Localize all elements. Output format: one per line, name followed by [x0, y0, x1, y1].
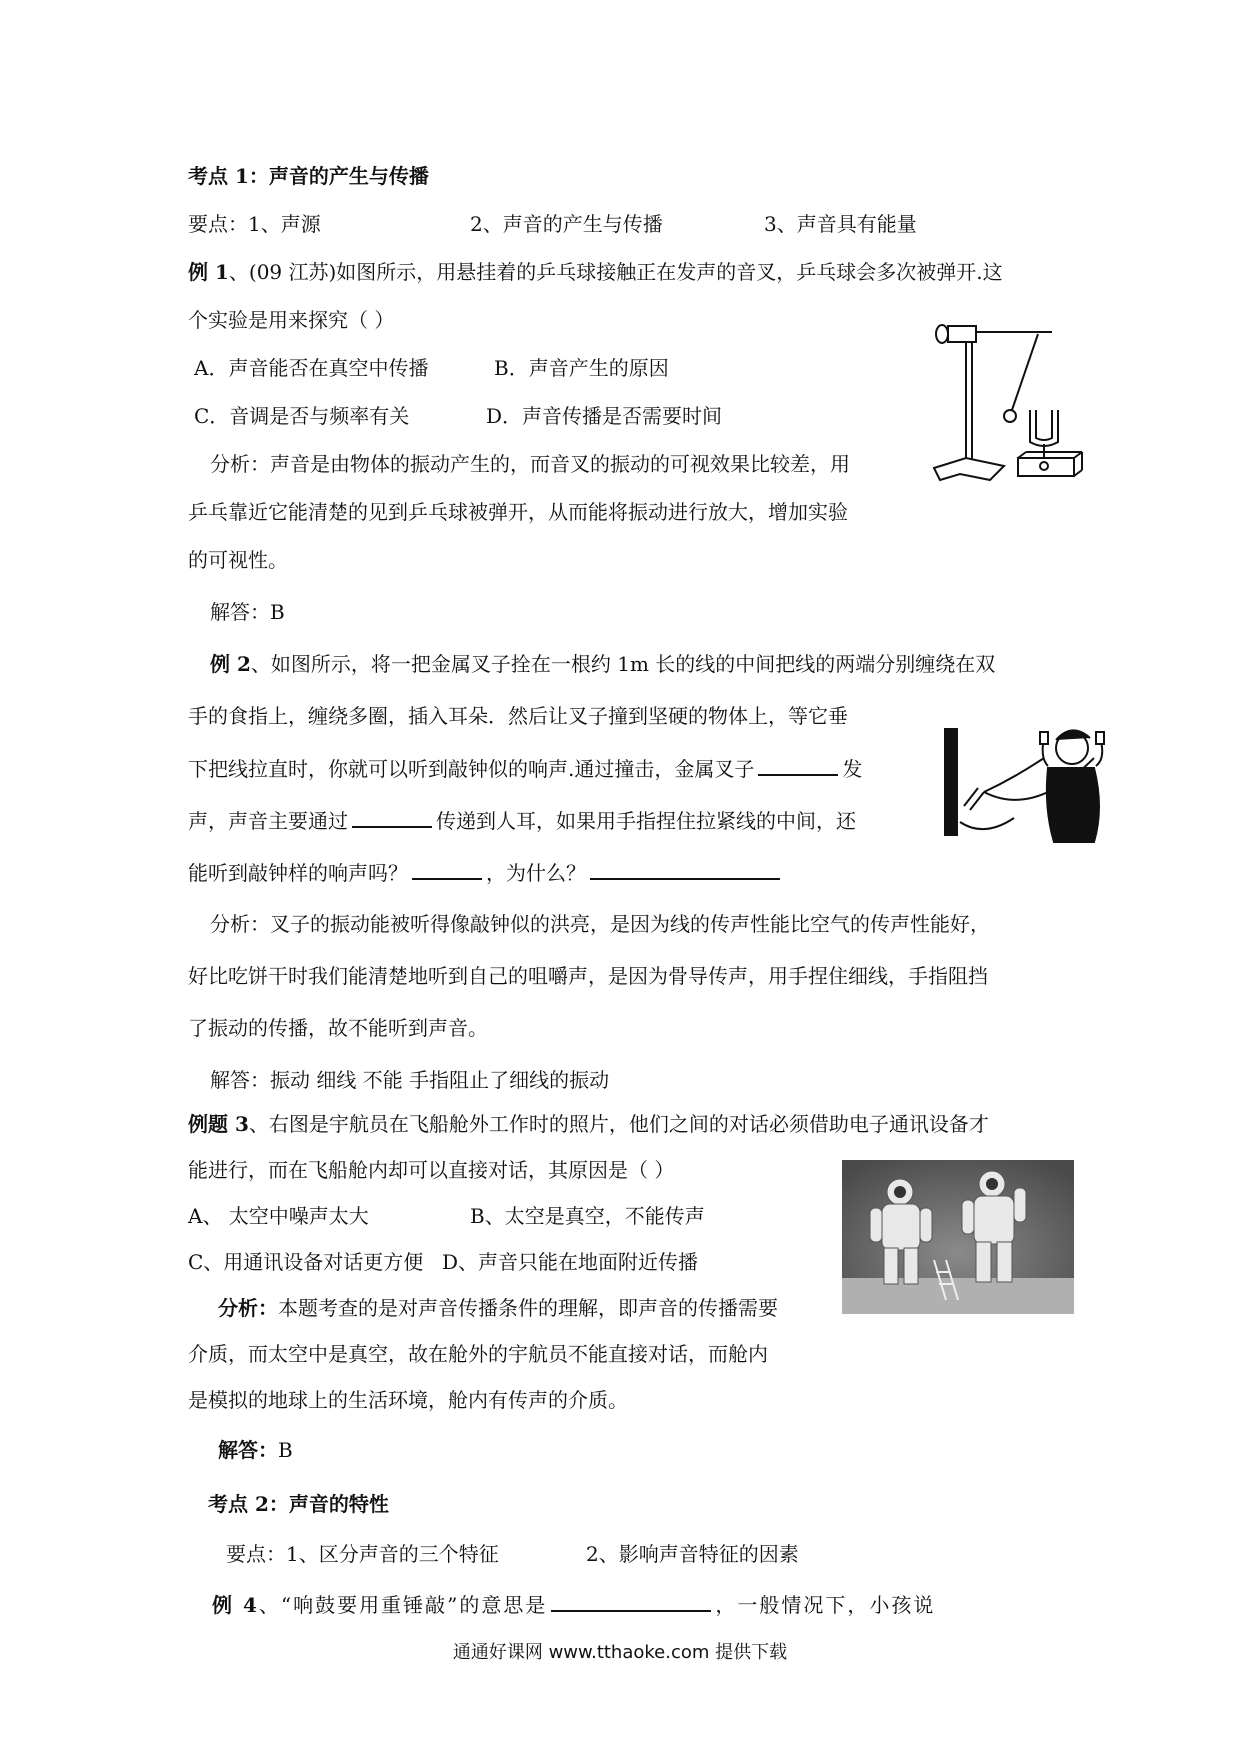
ex4-text-1a: 、“响鼓要用重锤敲”的意思是 — [258, 1593, 548, 1617]
topic2-point-2: 2、影响声音特征的因素 — [586, 1542, 799, 1566]
ex2-line3 — [188, 754, 862, 783]
ex1-line2: 个实验是用来探究（ ） — [188, 308, 395, 332]
topic2-title: 考点 2：声音的特性 — [208, 1492, 389, 1516]
tuning-fork-figure — [930, 318, 1110, 488]
ex4-line1 — [212, 1590, 935, 1619]
topic1-point-3: 3、声音具有能量 — [764, 212, 917, 236]
topic2-point-1: 要点：1、区分声音的三个特征 — [226, 1542, 499, 1566]
topic1-point-1: 要点：1、声源 — [188, 212, 321, 236]
ex3-answer-value: B — [278, 1438, 293, 1462]
ex3-analysis-1 — [218, 1294, 778, 1322]
ex2-answer: 解答：振动 细线 不能 手指阻止了细线的振动 — [210, 1068, 610, 1092]
ex3-option-a: A、 太空中噪声太大 — [188, 1204, 369, 1228]
ex1-analysis-2: 乒乓靠近它能清楚的见到乒乓球被弹开，从而能将振动进行放大，增加实验 — [188, 500, 848, 524]
astronauts-photo — [842, 1160, 1074, 1314]
ex3-text-1: 、右图是宇航员在飞船舱外工作时的照片，他们之间的对话必须借助电子通讯设备才 — [248, 1112, 989, 1136]
ex3-answer — [218, 1436, 293, 1464]
ex3-option-c: C、用通讯设备对话更方便 — [188, 1250, 424, 1274]
ex2-blank-1[interactable] — [758, 754, 838, 776]
ex3-option-b: B、太空是真空，不能传声 — [470, 1204, 705, 1228]
ex3-answer-label: 解答： — [218, 1438, 278, 1462]
ex1-answer: 解答：B — [210, 600, 285, 624]
ex3-line2: 能进行，而在飞船舱内却可以直接对话，其原因是（ ） — [188, 1158, 675, 1182]
fork-string-figure — [944, 718, 1144, 844]
ex1-option-b: B．声音产生的原因 — [494, 356, 669, 380]
ex4-text-1b: ，一般情况下，小孩说 — [715, 1593, 936, 1617]
ex2-analysis-2: 好比吃饼干时我们能清楚地听到自己的咀嚼声，是因为骨导传声，用手捏住细线，手指阻挡 — [188, 964, 988, 988]
ex1-line1 — [188, 258, 1003, 286]
ex1-option-a: A．声音能否在真空中传播 — [194, 356, 429, 380]
ex2-text-3a: 下把线拉直时，你就可以听到敲钟似的响声.通过撞击，金属叉子 — [188, 757, 755, 781]
ex4-label: 例 4 — [212, 1593, 259, 1617]
ex2-analysis-3: 了振动的传播，故不能听到声音。 — [188, 1016, 488, 1040]
ex2-blank-3[interactable] — [412, 858, 482, 880]
ex1-analysis-3: 的可视性。 — [188, 548, 288, 572]
ex1-analysis-1: 分析：声音是由物体的振动产生的，而音叉的振动的可视效果比较差，用 — [210, 452, 850, 476]
ex1-label: 例 1 — [188, 260, 229, 284]
page-footer: 通通好课网 www.tthaoke.com 提供下载 — [452, 1642, 788, 1663]
ex2-text-1: 、如图所示，将一把金属叉子拴在一根约 1m 长的线的中间把线的两端分别缠绕在双 — [250, 652, 996, 676]
ex2-line5 — [188, 858, 784, 887]
ex2-text-5b: ，为什么？ — [486, 861, 586, 885]
ex2-line2: 手的食指上，缠绕多圈，插入耳朵．然后让叉子撞到坚硬的物体上，等它垂 — [188, 704, 848, 728]
ex2-text-3b: 发 — [842, 757, 863, 781]
ex3-option-d: D、声音只能在地面附近传播 — [442, 1250, 699, 1274]
ex1-option-c: C．音调是否与频率有关 — [194, 404, 410, 428]
ex3-line1 — [188, 1110, 989, 1138]
ex2-line1 — [210, 650, 995, 678]
ex2-line4 — [188, 806, 856, 835]
ex3-label: 例题 3 — [188, 1112, 249, 1136]
topic1-point-2: 2、声音的产生与传播 — [470, 212, 663, 236]
ex2-label: 例 2 — [210, 652, 251, 676]
ex3-analysis-label: 分析： — [218, 1296, 278, 1320]
ex3-analysis-2: 介质，而太空中是真空，故在舱外的宇航员不能直接对话，而舱内 — [188, 1342, 768, 1366]
ex2-text-4a: 声，声音主要通过 — [188, 809, 348, 833]
ex3-analysis-text-1: 本题考查的是对声音传播条件的理解，即声音的传播需要 — [278, 1296, 778, 1320]
topic1-title: 考点 1：声音的产生与传播 — [188, 164, 429, 188]
ex1-option-d: D．声音传播是否需要时间 — [486, 404, 723, 428]
ex2-blank-2[interactable] — [352, 806, 432, 828]
ex2-blank-4[interactable] — [590, 858, 780, 880]
ex2-analysis-1: 分析：叉子的振动能被听得像敲钟似的洪亮，是因为线的传声性能比空气的传声性能好， — [210, 912, 990, 936]
ex2-text-4b: 传递到人耳，如果用手指捏住拉紧线的中间，还 — [436, 809, 856, 833]
ex3-analysis-3: 是模拟的地球上的生活环境，舱内有传声的介质。 — [188, 1388, 628, 1412]
ex1-text-1: 、(09 江苏)如图所示，用悬挂着的乒乓球接触正在发声的音叉，乒乓球会多次被弹开.这 — [228, 260, 1003, 284]
ex2-text-5a: 能听到敲钟样的响声吗？ — [188, 861, 408, 885]
ex4-blank-1[interactable] — [551, 1590, 711, 1612]
